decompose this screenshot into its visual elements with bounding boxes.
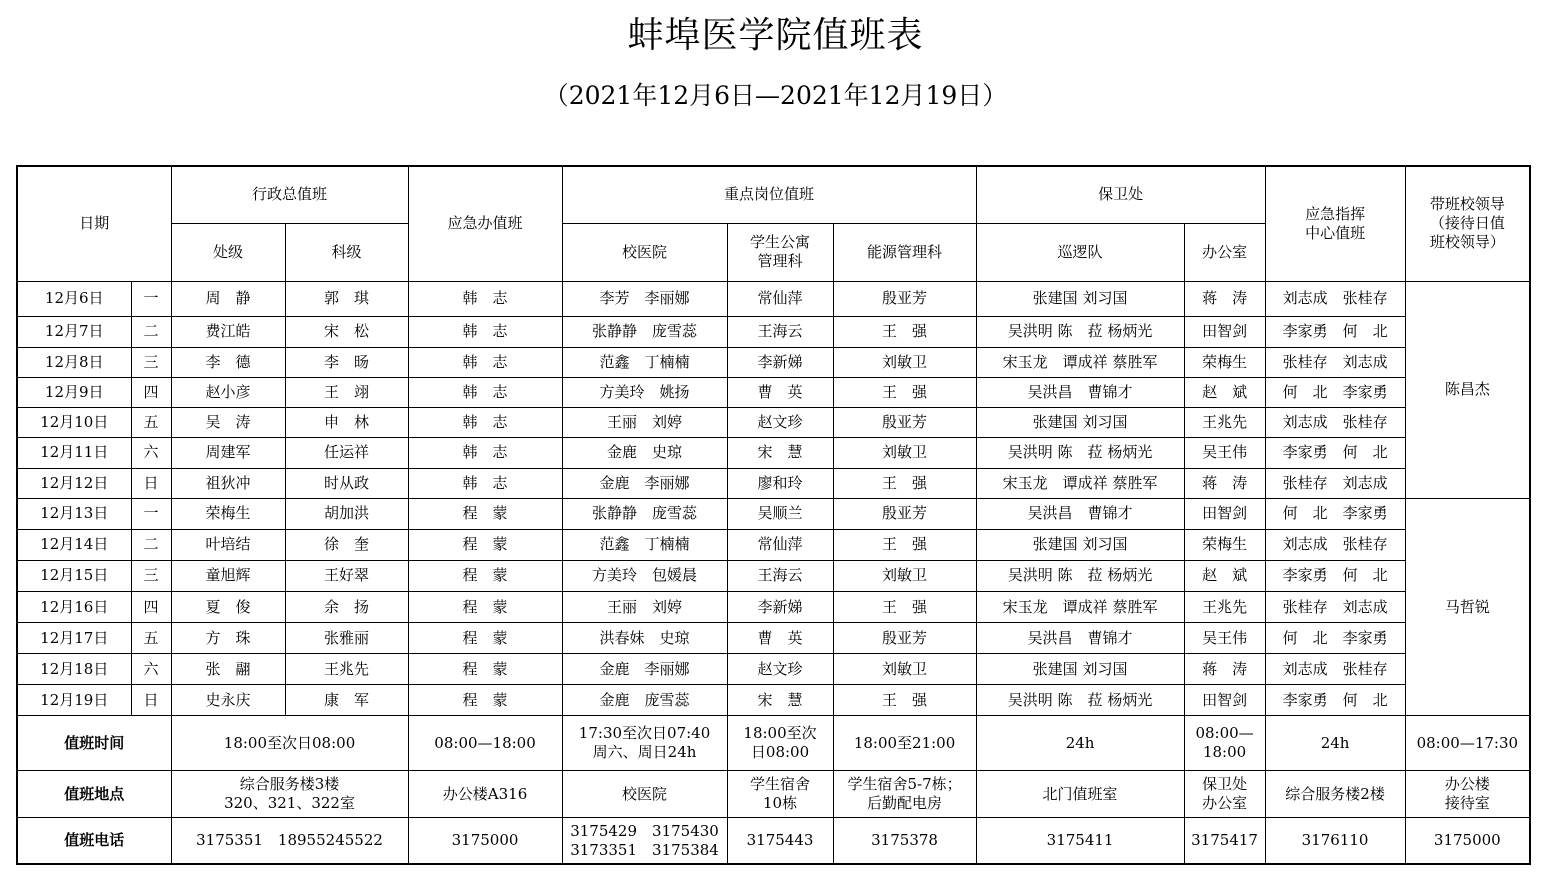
table-row (17, 316, 1530, 347)
cell-weekday: 四 (131, 591, 171, 622)
cell-clinic: 洪春妹 史琼 (562, 623, 727, 654)
cell-emergency-office: 程 蒙 (408, 685, 562, 716)
cell-weekday: 日 (131, 468, 171, 498)
footer-row-phone (17, 818, 1530, 864)
cell-clinic: 王丽 刘婷 (562, 591, 727, 622)
cell-office: 荣梅生 (1184, 529, 1265, 560)
cell-date: 12月7日 (17, 316, 131, 347)
cell-command: 李家勇 何 北 (1265, 560, 1405, 591)
cell-date: 12月9日 (17, 377, 131, 407)
footer-time-label: 值班时间 (17, 716, 171, 771)
footer-phone-clinic-line2: 3173351 3175384 (570, 840, 719, 859)
cell-date: 12月19日 (17, 685, 131, 716)
cell-dorm: 王海云 (727, 560, 833, 591)
footer-time-office-line2: 18:00 (1202, 743, 1247, 762)
footer-place-leader-line1: 办公楼 (1444, 775, 1490, 794)
cell-office: 王兆先 (1184, 591, 1265, 622)
cell-patrol: 吴洪昌 曹锦才 (976, 623, 1184, 654)
cell-dorm: 李新娣 (727, 591, 833, 622)
footer-time-clinic-line2: 周六、周日24h (592, 743, 697, 762)
cell-emergency-office: 韩 志 (408, 407, 562, 437)
header-command-center (1265, 166, 1405, 281)
cell-admin-level2: 康 军 (285, 685, 408, 716)
footer-time-admin: 18:00至次日08:00 (171, 716, 408, 771)
footer-phone-command: 3176110 (1265, 818, 1405, 864)
cell-dorm: 宋 慧 (727, 437, 833, 468)
cell-office: 荣梅生 (1184, 347, 1265, 377)
cell-leader: 陈昌杰 (1405, 281, 1530, 498)
cell-energy: 刘敏卫 (833, 560, 976, 591)
footer-place-admin-line1: 综合服务楼3楼 (239, 775, 340, 794)
footer-phone-emergency: 3175000 (408, 818, 562, 864)
cell-clinic: 金鹿 庞雪蕊 (562, 685, 727, 716)
table-row (17, 591, 1530, 622)
cell-office: 蒋 涛 (1184, 654, 1265, 685)
header-admin-level2: 科级 (285, 223, 408, 281)
footer-place-energy (833, 771, 976, 818)
header-command-line2: 中心值班 (1305, 223, 1366, 242)
header-leader (1405, 166, 1530, 281)
cell-office: 吴王伟 (1184, 623, 1265, 654)
cell-date: 12月15日 (17, 560, 131, 591)
cell-weekday: 五 (131, 623, 171, 654)
cell-office: 赵 斌 (1184, 560, 1265, 591)
cell-date: 12月10日 (17, 407, 131, 437)
cell-command: 张桂存 刘志成 (1265, 468, 1405, 498)
footer-place-leader (1405, 771, 1530, 818)
cell-admin-level1: 赵小彦 (171, 377, 285, 407)
header-clinic: 校医院 (562, 223, 727, 281)
header-dorm-line2: 管理科 (757, 252, 803, 271)
footer-time-dorm-line1: 18:00至次 (743, 724, 817, 743)
cell-leader: 马哲锐 (1405, 498, 1530, 715)
header-date: 日期 (17, 166, 171, 281)
cell-admin-level2: 郭 琪 (285, 281, 408, 316)
cell-patrol: 宋玉龙 谭成祥 蔡胜军 (976, 468, 1184, 498)
cell-dorm: 常仙萍 (727, 281, 833, 316)
cell-emergency-office: 韩 志 (408, 316, 562, 347)
footer-time-office (1184, 716, 1265, 771)
cell-energy: 王 强 (833, 316, 976, 347)
cell-patrol: 张建国 刘习国 (976, 654, 1184, 685)
cell-clinic: 张静静 庞雪蕊 (562, 316, 727, 347)
footer-place-label: 值班地点 (17, 771, 171, 818)
footer-time-clinic (562, 716, 727, 771)
cell-dorm: 曹 英 (727, 623, 833, 654)
cell-admin-level2: 王兆先 (285, 654, 408, 685)
cell-office: 王兆先 (1184, 407, 1265, 437)
cell-clinic: 李芳 李丽娜 (562, 281, 727, 316)
cell-patrol: 吴洪明 陈 菈 杨炳光 (976, 437, 1184, 468)
cell-date: 12月11日 (17, 437, 131, 468)
cell-date: 12月8日 (17, 347, 131, 377)
footer-place-patrol: 北门值班室 (976, 771, 1184, 818)
footer-time-emergency: 08:00—18:00 (408, 716, 562, 771)
footer-time-patrol: 24h (976, 716, 1184, 771)
footer-time-command: 24h (1265, 716, 1405, 771)
cell-admin-level2: 徐 奎 (285, 529, 408, 560)
cell-admin-level2: 宋 松 (285, 316, 408, 347)
table-row (17, 685, 1530, 716)
cell-energy: 殷亚芳 (833, 281, 976, 316)
cell-dorm: 李新娣 (727, 347, 833, 377)
table-row (17, 623, 1530, 654)
cell-patrol: 吴洪昌 曹锦才 (976, 498, 1184, 529)
cell-command: 李家勇 何 北 (1265, 685, 1405, 716)
cell-office: 田智剑 (1184, 498, 1265, 529)
cell-patrol: 张建国 刘习国 (976, 407, 1184, 437)
cell-patrol: 宋玉龙 谭成祥 蔡胜军 (976, 347, 1184, 377)
footer-place-emergency: 办公楼A316 (408, 771, 562, 818)
cell-command: 李家勇 何 北 (1265, 437, 1405, 468)
cell-dorm: 王海云 (727, 316, 833, 347)
header-dorm (727, 223, 833, 281)
cell-emergency-office: 程 蒙 (408, 654, 562, 685)
header-security: 保卫处 (976, 166, 1265, 223)
header-emergency-office: 应急办值班 (408, 166, 562, 281)
table-row (17, 498, 1530, 529)
cell-emergency-office: 程 蒙 (408, 498, 562, 529)
header-energy: 能源管理科 (833, 223, 976, 281)
duty-schedule-table (16, 165, 1531, 865)
cell-clinic: 金鹿 史琼 (562, 437, 727, 468)
cell-date: 12月17日 (17, 623, 131, 654)
table-row (17, 560, 1530, 591)
cell-admin-level1: 史永庆 (171, 685, 285, 716)
footer-phone-label: 值班电话 (17, 818, 171, 864)
cell-dorm: 赵文珍 (727, 407, 833, 437)
header-office: 办公室 (1184, 223, 1265, 281)
cell-date: 12月13日 (17, 498, 131, 529)
cell-emergency-office: 程 蒙 (408, 591, 562, 622)
table-row (17, 377, 1530, 407)
cell-dorm: 宋 慧 (727, 685, 833, 716)
cell-admin-level2: 李 旸 (285, 347, 408, 377)
footer-place-leader-line2: 接待室 (1444, 794, 1490, 813)
cell-command: 刘志成 张桂存 (1265, 529, 1405, 560)
cell-patrol: 张建国 刘习国 (976, 281, 1184, 316)
footer-time-energy: 18:00至21:00 (833, 716, 976, 771)
footer-phone-clinic (562, 818, 727, 864)
cell-weekday: 二 (131, 529, 171, 560)
footer-place-command: 综合服务楼2楼 (1265, 771, 1405, 818)
cell-date: 12月14日 (17, 529, 131, 560)
footer-place-clinic: 校医院 (562, 771, 727, 818)
cell-admin-level1: 叶培结 (171, 529, 285, 560)
cell-patrol: 吴洪明 陈 菈 杨炳光 (976, 316, 1184, 347)
cell-energy: 王 强 (833, 377, 976, 407)
cell-admin-level1: 夏 俊 (171, 591, 285, 622)
header-leader-line3: 班校领导） (1429, 233, 1505, 252)
cell-weekday: 三 (131, 347, 171, 377)
footer-phone-clinic-line1: 3175429 3175430 (570, 821, 719, 840)
footer-place-dorm-line1: 学生宿舍 (750, 775, 811, 794)
table-row (17, 407, 1530, 437)
cell-emergency-office: 韩 志 (408, 281, 562, 316)
cell-admin-level1: 荣梅生 (171, 498, 285, 529)
cell-energy: 殷亚芳 (833, 407, 976, 437)
footer-time-dorm (727, 716, 833, 771)
cell-energy: 王 强 (833, 529, 976, 560)
cell-date: 12月16日 (17, 591, 131, 622)
header-leader-line2: （接待日值 (1429, 214, 1505, 233)
table-row (17, 654, 1530, 685)
cell-date: 12月12日 (17, 468, 131, 498)
header-leader-line1: 带班校领导 (1429, 195, 1505, 214)
cell-admin-level2: 时从政 (285, 468, 408, 498)
footer-place-dorm (727, 771, 833, 818)
cell-emergency-office: 韩 志 (408, 468, 562, 498)
cell-admin-level1: 方 珠 (171, 623, 285, 654)
cell-admin-level2: 王好翠 (285, 560, 408, 591)
cell-admin-level1: 周 静 (171, 281, 285, 316)
cell-clinic: 方美玲 包媛晨 (562, 560, 727, 591)
cell-energy: 殷亚芳 (833, 498, 976, 529)
cell-dorm: 廖和玲 (727, 468, 833, 498)
footer-phone-admin: 3175351 18955245522 (171, 818, 408, 864)
footer-place-office (1184, 771, 1265, 818)
cell-patrol: 宋玉龙 谭成祥 蔡胜军 (976, 591, 1184, 622)
cell-command: 刘志成 张桂存 (1265, 654, 1405, 685)
cell-command: 刘志成 张桂存 (1265, 407, 1405, 437)
cell-admin-level1: 周建军 (171, 437, 285, 468)
cell-dorm: 曹 英 (727, 377, 833, 407)
header-key-posts: 重点岗位值班 (562, 166, 976, 223)
footer-phone-office: 3175417 (1184, 818, 1265, 864)
cell-office: 蒋 涛 (1184, 281, 1265, 316)
footer-place-admin (171, 771, 408, 818)
cell-clinic: 王丽 刘婷 (562, 407, 727, 437)
cell-patrol: 吴洪明 陈 菈 杨炳光 (976, 685, 1184, 716)
cell-weekday: 二 (131, 316, 171, 347)
cell-admin-level2: 申 林 (285, 407, 408, 437)
cell-office: 吴王伟 (1184, 437, 1265, 468)
cell-admin-level1: 祖狄冲 (171, 468, 285, 498)
footer-phone-energy: 3175378 (833, 818, 976, 864)
footer-place-energy-line2: 后勤配电房 (867, 794, 943, 813)
cell-date: 12月6日 (17, 281, 131, 316)
footer-place-dorm-line2: 10栋 (762, 794, 798, 813)
cell-date: 12月18日 (17, 654, 131, 685)
cell-admin-level2: 王 翊 (285, 377, 408, 407)
footer-phone-patrol: 3175411 (976, 818, 1184, 864)
cell-energy: 殷亚芳 (833, 623, 976, 654)
header-admin-duty: 行政总值班 (171, 166, 408, 223)
page-title: 蚌埠医学院值班表 (627, 15, 924, 56)
cell-admin-level1: 吴 涛 (171, 407, 285, 437)
cell-weekday: 四 (131, 377, 171, 407)
footer-time-office-line1: 08:00— (1195, 724, 1254, 743)
footer-phone-dorm: 3175443 (727, 818, 833, 864)
cell-weekday: 六 (131, 654, 171, 685)
cell-emergency-office: 程 蒙 (408, 623, 562, 654)
cell-patrol: 吴洪明 陈 菈 杨炳光 (976, 560, 1184, 591)
header-command-line1: 应急指挥 (1305, 204, 1366, 223)
table-row (17, 437, 1530, 468)
cell-emergency-office: 韩 志 (408, 437, 562, 468)
cell-weekday: 五 (131, 407, 171, 437)
cell-energy: 刘敏卫 (833, 347, 976, 377)
header-row-1 (17, 166, 1530, 223)
date-range-subtitle: （2021年12月6日—2021年12月19日） (543, 81, 1008, 110)
cell-patrol: 张建国 刘习国 (976, 529, 1184, 560)
cell-command: 刘志成 张桂存 (1265, 281, 1405, 316)
footer-time-dorm-line2: 日08:00 (750, 743, 810, 762)
footer-row-place (17, 771, 1530, 818)
cell-admin-level1: 李 德 (171, 347, 285, 377)
cell-emergency-office: 程 蒙 (408, 560, 562, 591)
footer-time-leader: 08:00—17:30 (1405, 716, 1530, 771)
footer-place-office-line1: 保卫处 (1202, 775, 1248, 794)
cell-dorm: 赵文珍 (727, 654, 833, 685)
cell-energy: 刘敏卫 (833, 437, 976, 468)
cell-emergency-office: 韩 志 (408, 347, 562, 377)
table-row (17, 347, 1530, 377)
cell-weekday: 一 (131, 498, 171, 529)
cell-command: 张桂存 刘志成 (1265, 347, 1405, 377)
footer-place-office-line2: 办公室 (1202, 794, 1248, 813)
cell-command: 李家勇 何 北 (1265, 316, 1405, 347)
footer-place-energy-line1: 学生宿舍5-7栋； (847, 775, 962, 794)
cell-admin-level1: 费江皓 (171, 316, 285, 347)
cell-office: 田智剑 (1184, 685, 1265, 716)
header-dorm-line1: 学生公寓 (750, 233, 811, 252)
cell-command: 何 北 李家勇 (1265, 498, 1405, 529)
cell-office: 赵 斌 (1184, 377, 1265, 407)
footer-phone-leader: 3175000 (1405, 818, 1530, 864)
cell-clinic: 范鑫 丁楠楠 (562, 347, 727, 377)
cell-energy: 刘敏卫 (833, 654, 976, 685)
cell-weekday: 一 (131, 281, 171, 316)
footer-row-time (17, 716, 1530, 771)
cell-clinic: 范鑫 丁楠楠 (562, 529, 727, 560)
cell-energy: 王 强 (833, 685, 976, 716)
table-row (17, 468, 1530, 498)
cell-weekday: 六 (131, 437, 171, 468)
header-admin-level1: 处级 (171, 223, 285, 281)
cell-clinic: 张静静 庞雪蕊 (562, 498, 727, 529)
cell-dorm: 常仙萍 (727, 529, 833, 560)
cell-emergency-office: 韩 志 (408, 377, 562, 407)
cell-weekday: 日 (131, 685, 171, 716)
cell-admin-level2: 余 扬 (285, 591, 408, 622)
cell-office: 田智剑 (1184, 316, 1265, 347)
cell-admin-level2: 任运祥 (285, 437, 408, 468)
footer-time-clinic-line1: 17:30至次日07:40 (578, 724, 711, 743)
cell-command: 张桂存 刘志成 (1265, 591, 1405, 622)
cell-office: 蒋 涛 (1184, 468, 1265, 498)
cell-dorm: 吴顺兰 (727, 498, 833, 529)
table-row (17, 281, 1530, 316)
cell-patrol: 吴洪昌 曹锦才 (976, 377, 1184, 407)
cell-admin-level1: 童旭辉 (171, 560, 285, 591)
cell-admin-level1: 张 翮 (171, 654, 285, 685)
cell-clinic: 方美玲 姚扬 (562, 377, 727, 407)
cell-clinic: 金鹿 李丽娜 (562, 468, 727, 498)
cell-energy: 王 强 (833, 591, 976, 622)
cell-weekday: 三 (131, 560, 171, 591)
cell-admin-level2: 胡加洪 (285, 498, 408, 529)
cell-command: 何 北 李家勇 (1265, 623, 1405, 654)
cell-emergency-office: 程 蒙 (408, 529, 562, 560)
table-row (17, 529, 1530, 560)
cell-command: 何 北 李家勇 (1265, 377, 1405, 407)
footer-place-admin-line2: 320、321、322室 (224, 794, 355, 813)
cell-energy: 王 强 (833, 468, 976, 498)
cell-clinic: 金鹿 李丽娜 (562, 654, 727, 685)
header-patrol: 巡逻队 (976, 223, 1184, 281)
cell-admin-level2: 张雅丽 (285, 623, 408, 654)
